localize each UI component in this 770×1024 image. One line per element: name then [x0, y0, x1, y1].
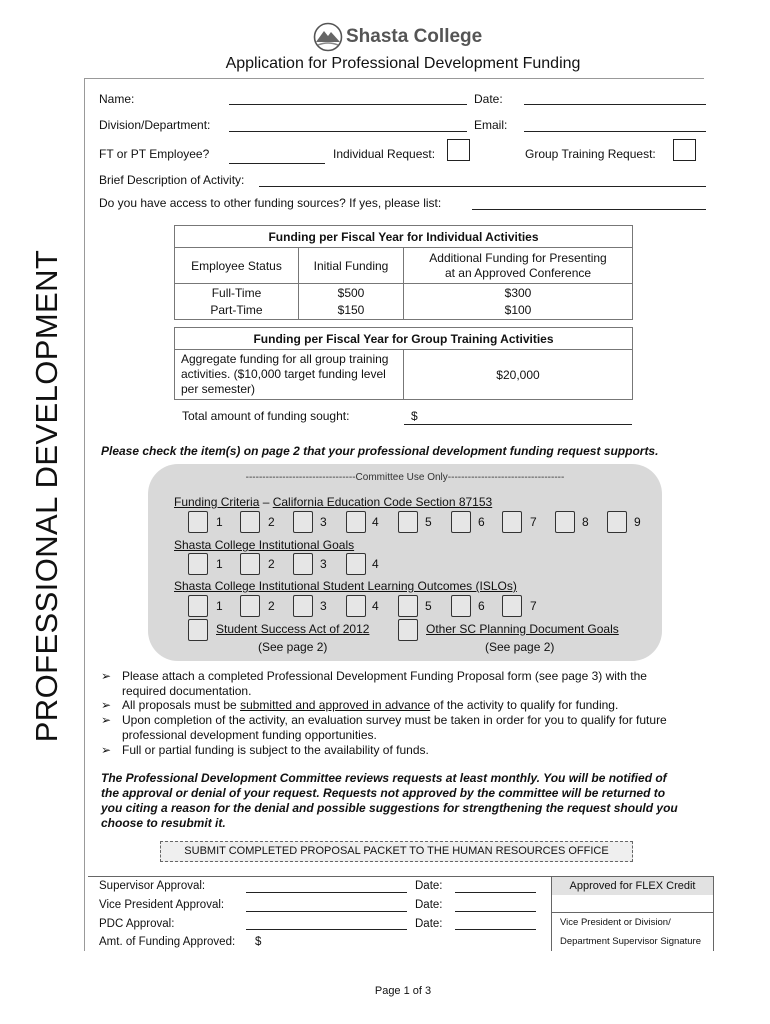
name-field[interactable]	[229, 104, 467, 105]
criteria-checkbox[interactable]	[398, 511, 418, 533]
other-sources-field[interactable]	[472, 209, 706, 210]
pdc-label: PDC Approval:	[99, 918, 175, 930]
criteria-checkbox[interactable]	[502, 511, 522, 533]
islo-num: 4	[372, 599, 379, 613]
goals-checkbox[interactable]	[240, 553, 260, 575]
bullet-marker: ➢	[101, 698, 112, 712]
table1-col-additional: Additional Funding for Presenting at an Approved Conference	[404, 248, 633, 284]
approvals-right	[713, 876, 714, 951]
criteria-num: 7	[530, 515, 537, 529]
table1-col-status: Employee Status	[175, 248, 299, 284]
criteria-checkbox[interactable]	[451, 511, 471, 533]
criteria-num: 4	[372, 515, 379, 529]
table2-amount: $20,000	[404, 350, 633, 400]
table1-cell: $500	[299, 284, 404, 302]
criteria-num: 1	[216, 515, 223, 529]
date2-field[interactable]	[455, 911, 536, 912]
committee-heading: ---------------------------------Committee Use Only-----------------------------------	[245, 472, 565, 483]
goals-checkbox[interactable]	[293, 553, 313, 575]
goals-checkbox[interactable]	[346, 553, 366, 575]
criteria-checkbox[interactable]	[607, 511, 627, 533]
shasta-mountain-icon	[313, 22, 343, 52]
date2-label: Date:	[415, 899, 443, 911]
ssa-label: Student Success Act of 2012	[216, 622, 370, 636]
pdc-field[interactable]	[246, 929, 407, 930]
date-field[interactable]	[524, 104, 706, 105]
goals-num: 2	[268, 557, 275, 571]
islo-checkbox[interactable]	[398, 595, 418, 617]
other-goals-see: (See page 2)	[485, 640, 555, 654]
criteria-checkbox[interactable]	[240, 511, 260, 533]
bullet-marker: ➢	[101, 743, 112, 757]
other-goals-checkbox[interactable]	[398, 619, 418, 641]
goals-num: 3	[320, 557, 327, 571]
islo-checkbox[interactable]	[502, 595, 522, 617]
criteria-num: 5	[425, 515, 432, 529]
table1-title: Funding per Fiscal Year for Individual Activities	[175, 226, 633, 248]
criteria-num: 9	[634, 515, 641, 529]
logo	[313, 22, 483, 54]
other-sources-label: Do you have access to other funding sources? If yes, please list:	[99, 196, 442, 210]
individual-funding-table	[174, 225, 633, 320]
bullet-4: Full or partial funding is subject to the availability of funds.	[122, 743, 429, 757]
total-currency: $	[411, 409, 418, 423]
name-label: Name:	[99, 92, 135, 106]
ftpt-label: FT or PT Employee?	[99, 147, 210, 161]
date1-field[interactable]	[455, 892, 536, 893]
left-rule	[84, 78, 85, 951]
vp-signature-line1: Vice President or Division/	[560, 917, 671, 928]
criteria-checkbox[interactable]	[188, 511, 208, 533]
goals-checkbox[interactable]	[188, 553, 208, 575]
division-field[interactable]	[229, 131, 467, 132]
table1-cell: $100	[404, 302, 633, 320]
group-label: Group Training Request:	[525, 147, 656, 161]
page-number: Page 1 of 3	[374, 985, 432, 997]
other-goals-label: Other SC Planning Document Goals	[426, 622, 619, 636]
email-label: Email:	[474, 118, 508, 132]
criteria-title: Funding Criteria – California Education Code Section 87153	[174, 495, 493, 509]
criteria-num: 8	[582, 515, 589, 529]
table1-cell: $300	[404, 284, 633, 302]
islo-num: 2	[268, 599, 275, 613]
individual-label: Individual Request:	[333, 147, 436, 161]
division-label: Division/Department:	[99, 118, 211, 132]
email-field[interactable]	[524, 131, 706, 132]
islo-num: 7	[530, 599, 537, 613]
ssa-checkbox[interactable]	[188, 619, 208, 641]
bullet-3: Upon completion of the activity, an evaluation survey must be taken in order for you to qualify for future professional development funding opportunities.	[122, 713, 667, 742]
goals-num: 1	[216, 557, 223, 571]
islo-title: Shasta College Institutional Student Learning Outcomes (ISLOs)	[174, 579, 517, 593]
date3-field[interactable]	[455, 929, 536, 930]
criteria-num: 6	[478, 515, 485, 529]
date-label: Date:	[474, 92, 503, 106]
islo-num: 3	[320, 599, 327, 613]
islo-checkbox[interactable]	[451, 595, 471, 617]
group-training-checkbox[interactable]	[673, 139, 696, 161]
table1-cell: Full-Time	[175, 284, 299, 302]
side-title: PROFESSIONAL DEVELOPMENT	[29, 249, 64, 743]
review-paragraph: The Professional Development Committee reviews requests at least monthly. You will be notified of the approval or denial of your request. Requests not approved by the committee will be returned to you citing a reason for the denial and possible suggestions for strengthening the request should you choose to resubmit it.	[101, 771, 678, 830]
ssa-see: (See page 2)	[258, 640, 328, 654]
logo-text: Shasta College	[346, 26, 483, 47]
vp-signature-line2: Department Supervisor Signature	[560, 936, 701, 947]
supervisor-label: Supervisor Approval:	[99, 880, 206, 892]
islo-checkbox[interactable]	[240, 595, 260, 617]
brief-label: Brief Description of Activity:	[99, 173, 245, 187]
vp-field[interactable]	[246, 911, 407, 912]
criteria-checkbox[interactable]	[293, 511, 313, 533]
islo-num: 6	[478, 599, 485, 613]
bullet-marker: ➢	[101, 713, 112, 727]
total-label: Total amount of funding sought:	[182, 409, 350, 423]
table2-desc: Aggregate funding for all group training activities. ($10,000 target funding level per semester)	[175, 350, 404, 400]
total-field[interactable]	[404, 424, 632, 425]
criteria-num: 3	[320, 515, 327, 529]
islo-num: 1	[216, 599, 223, 613]
amount-label: Amt. of Funding Approved:	[99, 936, 236, 948]
table1-col-initial: Initial Funding	[299, 248, 404, 284]
criteria-checkbox[interactable]	[555, 511, 575, 533]
page-title: Application for Professional Development Funding	[225, 55, 581, 72]
group-funding-table	[174, 327, 633, 400]
islo-checkbox[interactable]	[293, 595, 313, 617]
check-note: Please check the item(s) on page 2 that your professional development funding request supports.	[101, 444, 659, 458]
islo-num: 5	[425, 599, 432, 613]
date1-label: Date:	[415, 880, 443, 892]
islo-checkbox[interactable]	[188, 595, 208, 617]
vp-signature-box	[552, 912, 713, 913]
bullet-marker: ➢	[101, 669, 112, 683]
islo-checkbox[interactable]	[346, 595, 366, 617]
vp-label: Vice President Approval:	[99, 899, 225, 911]
supervisor-field[interactable]	[246, 892, 407, 893]
bullet-1: Please attach a completed Professional Development Funding Proposal form (see page 3) with the required documentation.	[122, 669, 647, 698]
goals-num: 4	[372, 557, 379, 571]
date3-label: Date:	[415, 918, 443, 930]
table1-cell: Part-Time	[175, 302, 299, 320]
individual-request-checkbox[interactable]	[447, 139, 470, 161]
criteria-num: 2	[268, 515, 275, 529]
goals-title: Shasta College Institutional Goals	[174, 538, 355, 552]
brief-field[interactable]	[259, 186, 706, 187]
bullet-2: All proposals must be submitted and approved in advance of the activity to qualify for funding.	[122, 698, 619, 712]
top-rule	[84, 78, 704, 79]
table2-title: Funding per Fiscal Year for Group Training Activities	[175, 328, 633, 350]
submit-banner: SUBMIT COMPLETED PROPOSAL PACKET TO THE HUMAN RESOURCES OFFICE	[160, 841, 633, 862]
criteria-checkbox[interactable]	[346, 511, 366, 533]
table1-cell: $150	[299, 302, 404, 320]
ftpt-field[interactable]	[229, 163, 325, 164]
amount-currency: $	[255, 936, 262, 948]
flex-header: Approved for FLEX Credit	[552, 877, 713, 895]
